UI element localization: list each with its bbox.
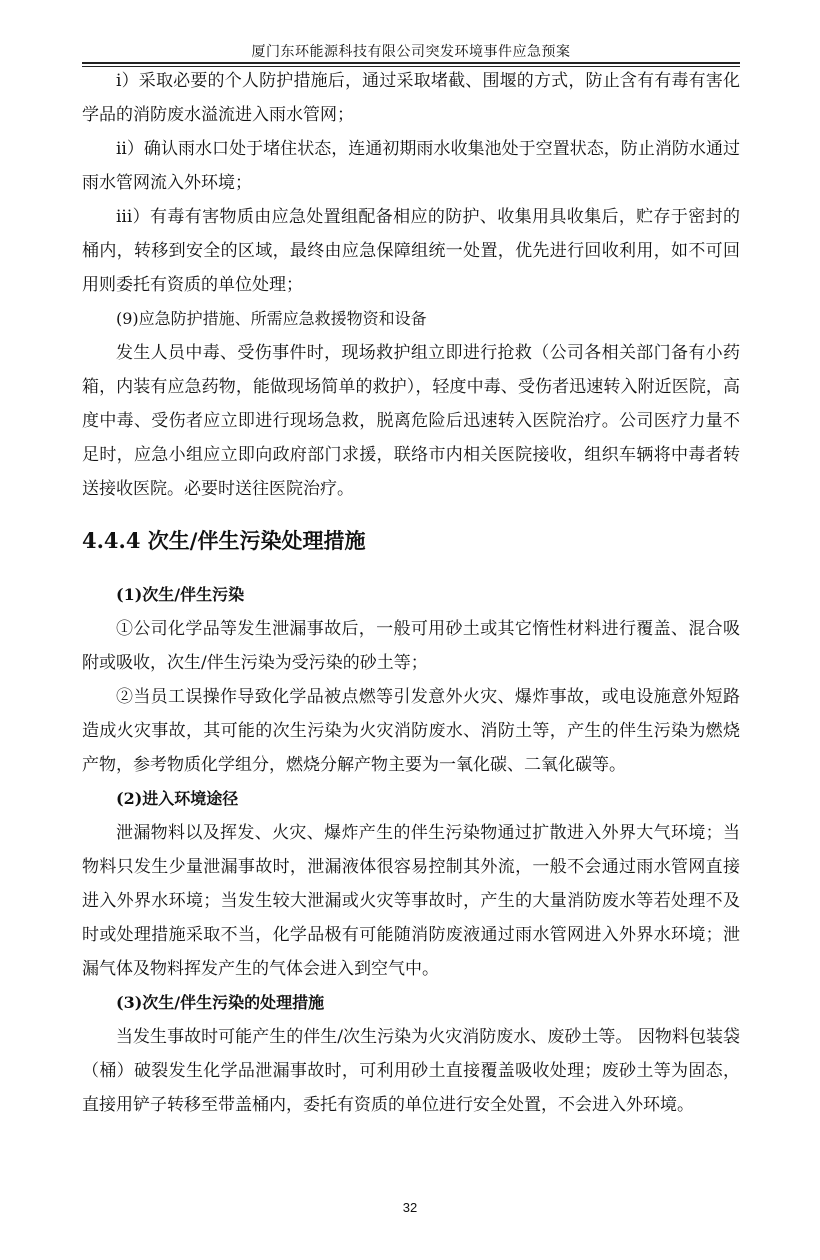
paragraph-1-item-1: ①公司化学品等发生泄漏事故后，一般可用砂土或其它惰性材料进行覆盖、混合吸附或吸收，次生/伴生污染为受污染的砂土等； [82, 619, 740, 673]
document-body [82, 64, 740, 1122]
page-header [82, 12, 740, 62]
paragraph-2: 泄漏物料以及挥发、火灾、爆炸产生的伴生污染物通过扩散进入外界大气环境；当物料只发生少量泄漏事故时，泄漏液体很容易控制其外流，一般不会通过雨水管网直接进入外界水环境；当发生较大泄漏或火灾等事故时，产生的大量消防废水等若处理不及时或处理措施采取不当，化学品极有可能随消防废液通过雨水管网进入外界水环境；泄漏气体及物料挥发产生的气体会进入到空气中。 [82, 823, 740, 979]
section-heading: 4.4.4 次生/伴生污染处理措施 [82, 528, 366, 553]
paragraph-9: 发生人员中毒、受伤事件时，现场救护组立即进行抢救（公司各相关部门备有小药箱，内装有应急药物，能做现场简单的救护），轻度中毒、受伤者迅速转入附近医院，高度中毒、受伤者应立即进行现场急救，脱离危险后迅速转入医院治疗。公司医疗力量不足时，应急小组应立即向政府部门求援，联络市内相关医院接收，组织车辆将中毒者转送接收医院。必要时送往医院治疗。 [82, 343, 740, 499]
paragraph-3: 当发生事故时可能产生的伴生/次生污染为火灾消防废水、废砂土等。 因物料包装袋（桶）破裂发生化学品泄漏事故时，可利用砂土直接覆盖吸收处理；废砂土等为固态，直接用铲子转移至带盖桶内，委托有资质的单位进行安全处置，不会进入外环境。 [82, 1027, 740, 1115]
paragraph-ii: ii）确认雨水口处于堵住状态，连通初期雨水收集池处于空置状态，防止消防水通过雨水管网流入外环境； [82, 139, 740, 193]
subheading-3: (3)次生/伴生污染的处理措施 [116, 993, 325, 1012]
paragraph-i: i）采取必要的个人防护措施后，通过采取堵截、围堰的方式，防止含有有毒有害化学品的消防废水溢流进入雨水管网； [82, 71, 740, 125]
paragraph-1-item-2: ②当员工误操作导致化学品被点燃等引发意外火灾、爆炸事故，或电设施意外短路造成火灾事故，其可能的次生污染为火灾消防废水、消防土等，产生的伴生污染为燃烧产物，参考物质化学组分，燃烧分解产物主要为一氧化碳、二氧化碳等。 [82, 687, 740, 775]
subheading-9: (9)应急防护措施、所需应急救援物资和设备 [116, 309, 427, 328]
subheading-1: (1)次生/伴生污染 [116, 585, 245, 604]
paragraph-iii: iii）有毒有害物质由应急处置组配备相应的防护、收集用具收集后，贮存于密封的桶内，转移到安全的区域，最终由应急保障组统一处置，优先进行回收利用，如不可回用则委托有资质的单位处理； [82, 207, 740, 295]
page-number: 32 [402, 1200, 418, 1215]
subheading-2: (2)进入环境途径 [116, 789, 239, 808]
header-title: 厦门东环能源科技有限公司突发环境事件应急预案 [251, 44, 571, 60]
